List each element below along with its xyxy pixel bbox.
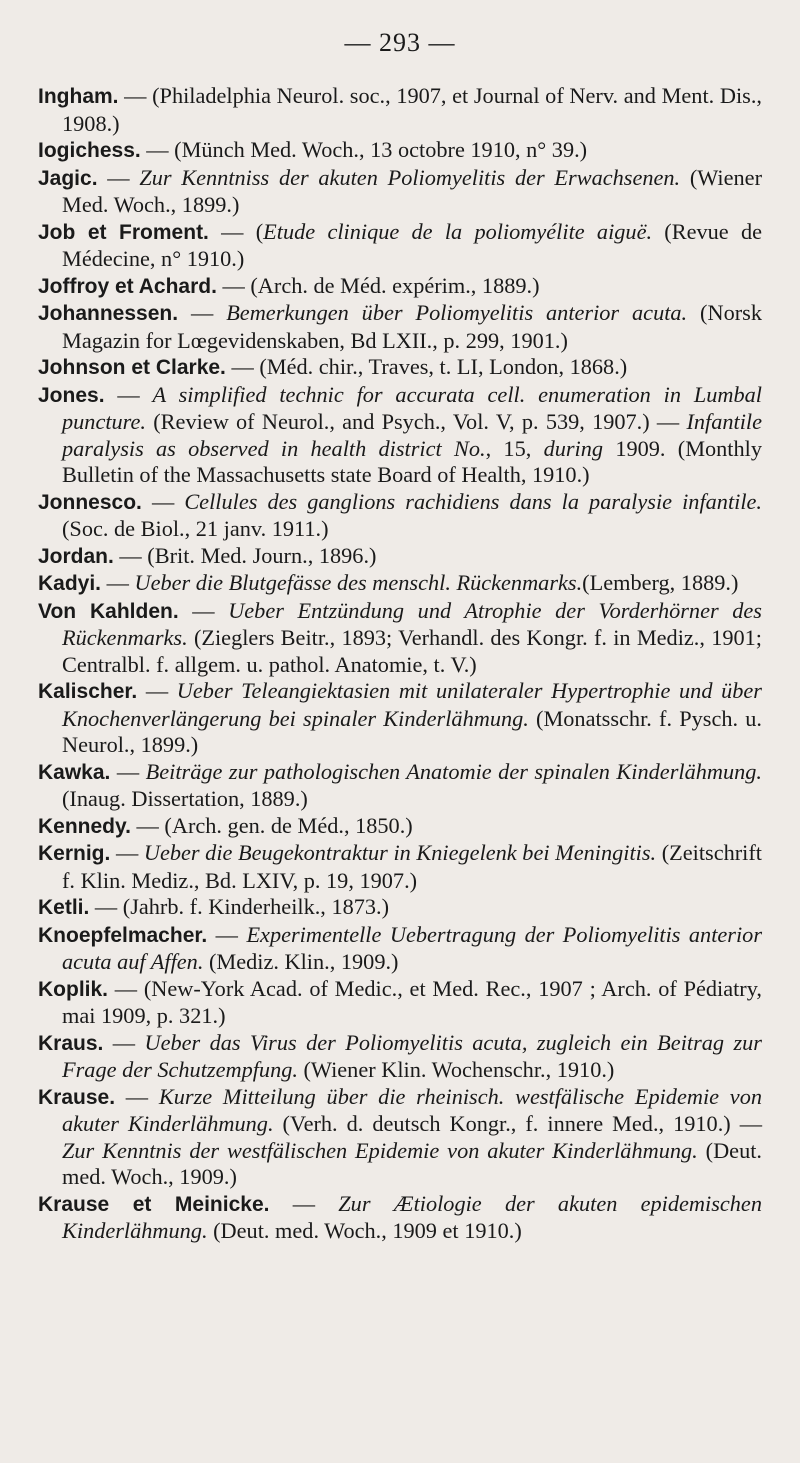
bibliography-entry — [38, 678, 762, 759]
entry-author: Jagic. — [38, 166, 98, 190]
entry-author: Kraus. — [38, 1031, 104, 1055]
entry-text: — — [141, 488, 185, 514]
entry-text: (Zieglers Beitr., 1893; Verhandl. des Kongr. f. in Mediz., 1901; Centralbl. f. allgem. u. pathol. Anatomie, t. V.) — [62, 625, 762, 677]
entry-author: Krause. — [38, 1085, 116, 1109]
bibliography-entry — [38, 813, 762, 841]
bibliography-entry — [38, 598, 762, 679]
entry-author: Jordan. — [38, 544, 114, 568]
entry-text: (Soc. de Biol., 21 janv. 1911.) — [62, 516, 329, 541]
entry-text: — — [101, 570, 135, 595]
bibliography-entry — [38, 382, 762, 489]
entry-title: Kurze Mitteilung über die rheinisch. westfälische Epidemie von akuter Kinderlähmung. — [62, 1083, 762, 1136]
entry-text: — ( — [208, 218, 264, 244]
entry-text: (Review of Neurol., and Psych., Vol. V, p. 539, 1907.) — — [146, 409, 687, 434]
entry-author: Kernig. — [38, 842, 111, 865]
entry-title: Experimentelle Uebertragung der Poliomyelitis anterior acuta auf Affen. — [62, 921, 762, 974]
entry-text: 1909. (Monthly Bulletin of the Massachusetts state Board of Health, 1910.) — [62, 435, 762, 487]
bibliography-entry — [38, 83, 762, 137]
entry-text: — (New-York Acad. of Medic., et Med. Rec., 1907 ; Arch. of Pédiatry, mai 1909, p. 321.) — [62, 975, 762, 1028]
entry-author: Johnson et Clarke. — [38, 356, 226, 379]
entry-author: Kawka. — [38, 760, 111, 784]
entry-text: (Verh. d. deutsch Kongr., f. innere Med., 1910.) — — [273, 1111, 763, 1136]
bibliography-entry — [38, 543, 762, 571]
entry-title: during — [543, 435, 604, 461]
entry-text: — — [178, 300, 227, 325]
entry-title: Cellules des ganglions rachidiens dans la paralysie infantile. — [184, 488, 762, 514]
entry-author: Kadyi. — [38, 572, 102, 595]
entry-text: (Wiener Med. Woch., 1899.) — [62, 164, 762, 217]
entry-title: Beiträge zur pathologischen Anatomie der spinalen Kinderlähmung. — [145, 758, 762, 784]
entry-text: — — [178, 597, 229, 623]
entry-author: Joffroy et Achard. — [38, 274, 217, 298]
entry-text: — — [115, 1083, 159, 1109]
entry-text: (Norsk Magazin for Lœgevidenskaben, Bd LXII., p. 299, 1901.) — [62, 300, 762, 353]
entry-text: — — [269, 1190, 339, 1216]
bibliography-entry — [38, 976, 762, 1030]
entry-title: Ueber die Beugekontraktur in Kniegelenk bei Meningitis. — [143, 840, 657, 865]
entry-text: — — [103, 1029, 145, 1055]
entry-text: (Mediz. Klin., 1909.) — [203, 949, 399, 974]
entry-title: Ueber das Virus der Poliomyelitis acuta, zugleich ein Beitrag zur Frage der Schutzempfung. — [62, 1029, 762, 1082]
bibliography-list — [38, 83, 762, 1245]
bibliography-entry — [38, 354, 762, 382]
entry-text: (Deut. med. Woch., 1909.) — [62, 1137, 762, 1189]
entry-title: Ueber Teleangiektasien mit unilateraler Hypertrophie und über Knochenverlängerung bei spinaler Kinderlähmung. — [62, 678, 762, 731]
bibliography-entry — [38, 1191, 762, 1245]
entry-author: Johannessen. — [38, 302, 179, 325]
entry-author: Kalischer. — [38, 680, 138, 703]
entry-text: (Inaug. Dissertation, 1889.) — [62, 786, 308, 811]
entry-author: Job et Froment. — [38, 220, 209, 244]
entry-author: Jonnesco. — [38, 490, 142, 514]
entry-text: — (Jahrb. f. Kinderheilk., 1873.) — [89, 894, 390, 919]
entry-text: (Deut. med. Woch., 1909 et 1910.) — [207, 1218, 522, 1243]
entry-author: Krause et Meinicke. — [38, 1192, 270, 1216]
entry-author: Iogichess. — [38, 139, 141, 162]
entry-text: (Wiener Klin. Wochenschr., 1910.) — [297, 1057, 615, 1082]
entry-text: — (Brit. Med. Journ., 1896.) — [113, 542, 377, 568]
entry-text: (Zeitschrift f. Klin. Mediz., Bd. LXIV, p. 19, 1907.) — [62, 840, 762, 893]
entry-text: (Lemberg, 1889.) — [582, 570, 739, 595]
bibliography-entry — [38, 219, 762, 273]
bibliography-entry — [38, 489, 762, 543]
entry-author: Koplik. — [38, 977, 109, 1001]
entry-title: Ueber die Blutgefässe des menschl. Rückenmarks. — [134, 570, 583, 595]
bibliography-entry — [38, 570, 762, 598]
entry-author: Kennedy. — [38, 814, 131, 838]
entry-title: Zur Kenntnis der westfälischen Epidemie von akuter Kinderlähmung. — [62, 1137, 698, 1163]
entry-text: , 15, — [485, 435, 544, 461]
bibliography-entry — [38, 273, 762, 301]
entry-text: — (Arch. gen. de Méd., 1850.) — [130, 812, 413, 838]
entry-title: Infantile paralysis as observed in health district No. — [62, 409, 762, 461]
page-number: — 293 — — [344, 28, 456, 57]
entry-author: Von Kahlden. — [38, 599, 179, 623]
entry-author: Jones. — [38, 383, 105, 407]
entry-text: (Monatsschr. f. Pysch. u. Neurol., 1899.) — [62, 705, 762, 757]
entry-text: — (Münch Med. Woch., 13 octobre 1910, n° 39.) — [140, 137, 588, 162]
entry-title: Etude clinique de la poliomyélite aiguë. — [263, 218, 653, 244]
bibliography-entry — [38, 165, 762, 219]
entry-text: — — [104, 381, 153, 407]
bibliography-entry — [38, 1084, 762, 1191]
entry-text: — — [97, 164, 140, 190]
entry-text: — — [110, 840, 144, 865]
bibliography-entry — [38, 894, 762, 922]
bibliography-entry — [38, 300, 762, 354]
entry-title: Bemerkungen über Poliomyelitis anterior acuta. — [226, 300, 688, 325]
entry-author: Ingham. — [38, 85, 119, 108]
entry-text: — (Arch. de Méd. expérim., 1889.) — [216, 272, 540, 298]
entry-title: Zur Ætiologie der akuten epidemischen Kinderlähmung. — [62, 1190, 762, 1243]
entry-text: — — [110, 758, 146, 784]
entry-text: — (Méd. chir., Traves, t. LI, London, 1868.) — [225, 354, 628, 379]
entry-author: Ketli. — [38, 896, 90, 919]
bibliography-entry — [38, 1030, 762, 1084]
bibliography-entry — [38, 840, 762, 894]
entry-title: A simplified technic for accurata cell. enumeration in Lumbal puncture. — [62, 381, 762, 434]
bibliography-entry — [38, 759, 762, 813]
bibliography-entry — [38, 137, 762, 165]
entry-text: (Revue de Médecine, n° 1910.) — [62, 218, 763, 271]
entry-text: — — [137, 678, 177, 703]
entry-title: Zur Kenntniss der akuten Poliomyelitis der Erwachsenen. — [139, 164, 681, 190]
entry-title: Ueber Entzündung und Atrophie der Vorderhörner des Rückenmarks. — [62, 597, 762, 650]
bibliography-entry — [38, 922, 762, 976]
entry-text: — — [207, 921, 247, 947]
entry-text: — (Philadelphia Neurol. soc., 1907, et Journal of Nerv. and Ment. Dis., 1908.) — [62, 83, 762, 136]
entry-author: Knoepfelmacher. — [38, 923, 208, 947]
